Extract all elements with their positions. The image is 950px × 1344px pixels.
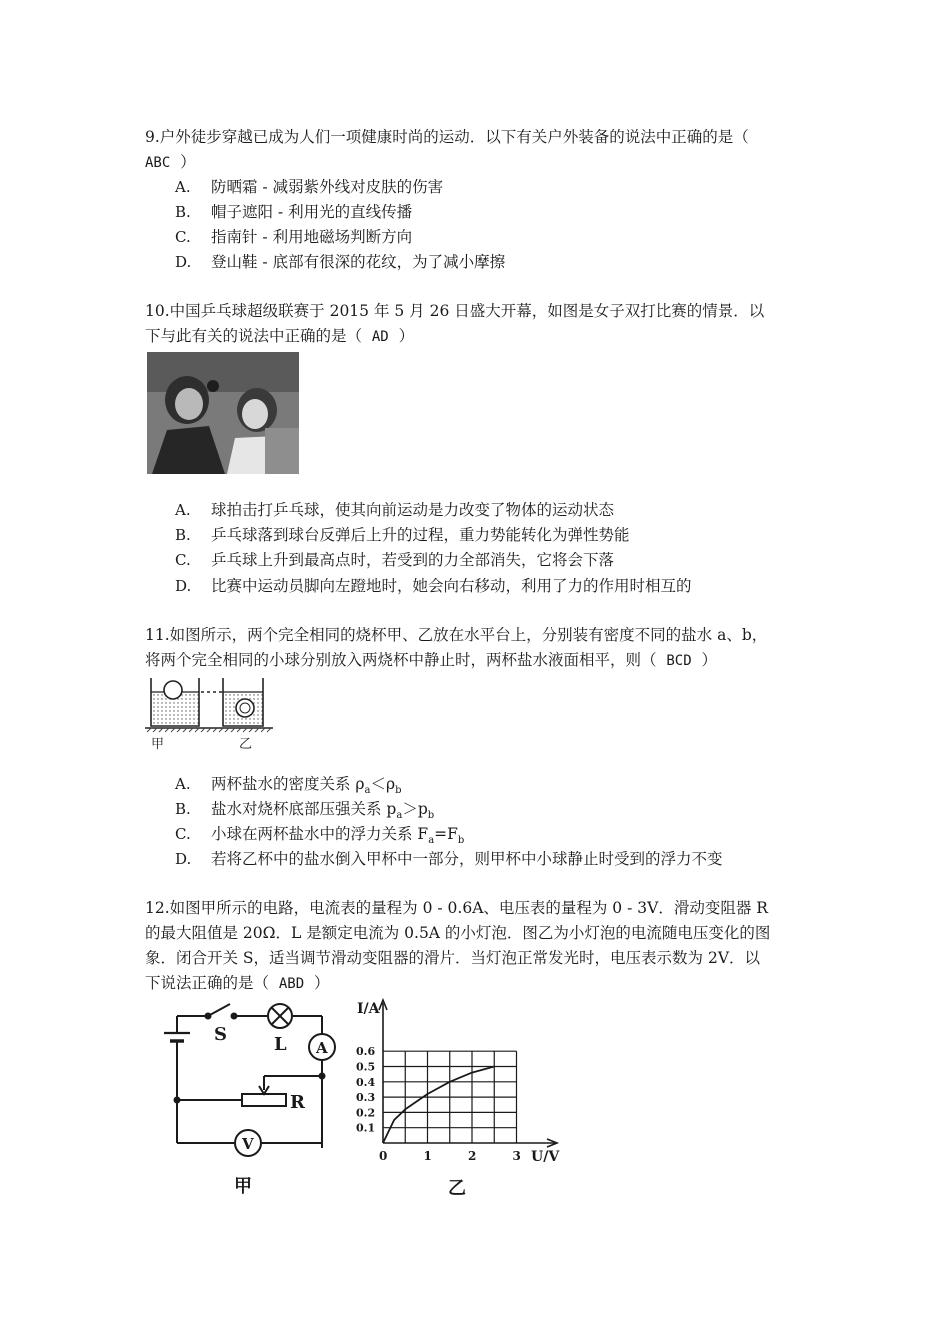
q9-option-a-text: 防晒霜 - 减弱紫外线对皮肤的伤害 [211,178,444,196]
beaker-a-label: 甲 [151,737,165,752]
beakers-figure [145,674,275,754]
y-axis-label: I/A [357,1001,380,1017]
table-tennis-photo [147,352,299,474]
q12-stem-line-4: 下说法正确的是（ [145,974,270,992]
beaker-a [151,678,199,726]
y-tick-label: 0.4 [356,1075,376,1089]
resistor-label: R [290,1092,305,1113]
q9-option-d-text: 登山鞋 - 底部有很深的花纹，为了减小摩擦 [211,253,506,271]
circuit-diagram [150,998,350,1198]
q9-option-c-letter: C. [175,228,191,246]
circuit-caption: 甲 [234,1176,252,1197]
beaker-b-label: 乙 [239,737,253,752]
y-tick-label: 0.2 [356,1106,376,1120]
beaker-b [223,678,263,726]
q11-option-a-text: 两杯盐水的密度关系 $\rho_a<\rho_b$ [211,775,402,797]
q11-option-c-text: 小球在两杯盐水中的浮力关系 $F_a=F_b$ [211,825,465,847]
graph-curve-group [383,1067,494,1144]
q12-stem-line-1: 如图甲所示的电路，电流表的量程为 0 - 0.6A、电压表的量程为 0 - 3V．滑动变阻器 R [169,899,768,917]
q9-answer: ABC [145,155,171,171]
q9-option-b-letter: B. [175,203,191,221]
q10-option-d-letter: D. [175,577,192,595]
q12-answer-line [145,973,330,994]
q11-stem-line-1: 如图所示，两个完全相同的烧杯甲、乙放在水平台上，分别装有密度不同的盐水 a、b， [169,626,768,644]
y-tick-label: 0.1 [356,1121,376,1135]
q10-option-b-text: 乒乓球落到球台反弹后上升的过程，重力势能转化为弹性势能 [211,526,630,544]
q9-option-d-letter: D. [175,253,192,271]
x-tick-label: 0 [379,1149,388,1163]
q11-option-a-letter: A. [175,775,191,793]
ammeter-label: A [316,1039,328,1057]
q11-stem-line-2: 将两个完全相同的小球分别放入两烧杯中静止时，两杯盐水液面相平，则（ [145,651,657,669]
q11-option-c-letter: C. [175,825,191,843]
q9-stem-line-1: 户外徒步穿越已成为人们一项健康时尚的运动．以下有关户外装备的说法中正确的是（ [159,128,749,146]
y-tick-label: 0.6 [356,1045,376,1059]
x-tick-label: 2 [468,1149,477,1163]
q9-stem [145,127,749,147]
y-tick-label: 0.3 [356,1091,376,1105]
iu-graph [350,995,570,1200]
q12-stem-line-1-wrap [145,898,768,918]
x-axis-label: U/V [531,1149,560,1165]
q10-option-c-text: 乒乓球上升到最高点时，若受到的力全部消失，它将会下落 [211,551,615,569]
junction-left [175,1098,180,1103]
q10-option-b-letter: B. [175,526,191,544]
q10-stem-line-2: 下与此有关的说法中正确的是（ [145,327,363,345]
q11-stem [145,625,767,645]
ball-a [164,681,182,699]
q9-option-c-text: 指南针 - 利用地磁场判断方向 [211,228,413,246]
q11-number: 11. [145,626,170,644]
iu-curve [383,1067,494,1144]
q12-number: 12. [145,899,170,917]
voltmeter-label: V [242,1135,254,1153]
q9-answer-close: ） [180,153,196,171]
switch-blade [208,1004,230,1016]
q10-answer-line [145,326,414,347]
q10-answer: AD [371,329,389,345]
q10-option-a-letter: A. [175,501,191,519]
photo-placeholder [147,352,299,474]
q10-answer-close: ） [398,327,415,345]
x-tick-label: 1 [423,1149,432,1163]
q9-option-a-letter: A. [175,178,191,196]
graph-tick-labels [356,1045,521,1163]
q11-option-b-text: 盐水对烧杯底部压强关系 $p_a>p_b$ [211,800,435,822]
q10-stem [145,301,764,321]
switch-pivot [206,1014,211,1019]
ball-b [236,699,254,717]
q9-answer-line [145,152,196,173]
y-tick-label: 0.5 [356,1060,376,1074]
q12-answer: ABD [278,976,305,992]
q11-option-d-text: 若将乙杯中的盐水倒入甲杯中一部分，则甲杯中小球静止时受到的浮力不变 [211,850,723,868]
q10-option-d-text: 比赛中运动员脚向左蹬地时，她会向右移动，利用了力的作用时相互的 [211,577,692,595]
q9-number: 9. [145,128,160,146]
q10-number: 10. [145,302,170,320]
q10-option-a-text: 球拍击打乒乓球，使其向前运动是力改变了物体的运动状态 [211,501,615,519]
q10-option-c-letter: C. [175,551,191,569]
graph-caption: 乙 [448,1178,466,1199]
q11-answer: BCD [666,653,692,669]
switch-label: S [214,1024,227,1045]
graph-grid [383,1051,517,1143]
q11-option-d-letter: D. [175,850,192,868]
q12-stem-line-3: 象．闭合开关 S，适当调节滑动变阻器的滑片．当灯泡正常发光时，电压表示数为 2V．以 [145,949,761,967]
q11-option-b-letter: B. [175,800,191,818]
q11-answer-line [145,650,717,671]
q11-answer-close: ） [701,651,718,669]
q12-answer-close: ） [314,974,330,992]
q12-stem-line-2: 的最大阻值是 20Ω．L 是额定电流为 0.5A 的小灯泡．图乙为小灯泡的电流随电压变化的图 [145,924,771,942]
q10-stem-line-1: 中国乒乓球超级联赛于 2015 年 5 月 26 日盛大开幕，如图是女子双打比赛的情景．以 [169,302,765,320]
q9-option-b-text: 帽子遮阳 - 利用光的直线传播 [211,203,413,221]
x-tick-label: 3 [512,1149,521,1163]
lamp-label: L [274,1034,287,1055]
